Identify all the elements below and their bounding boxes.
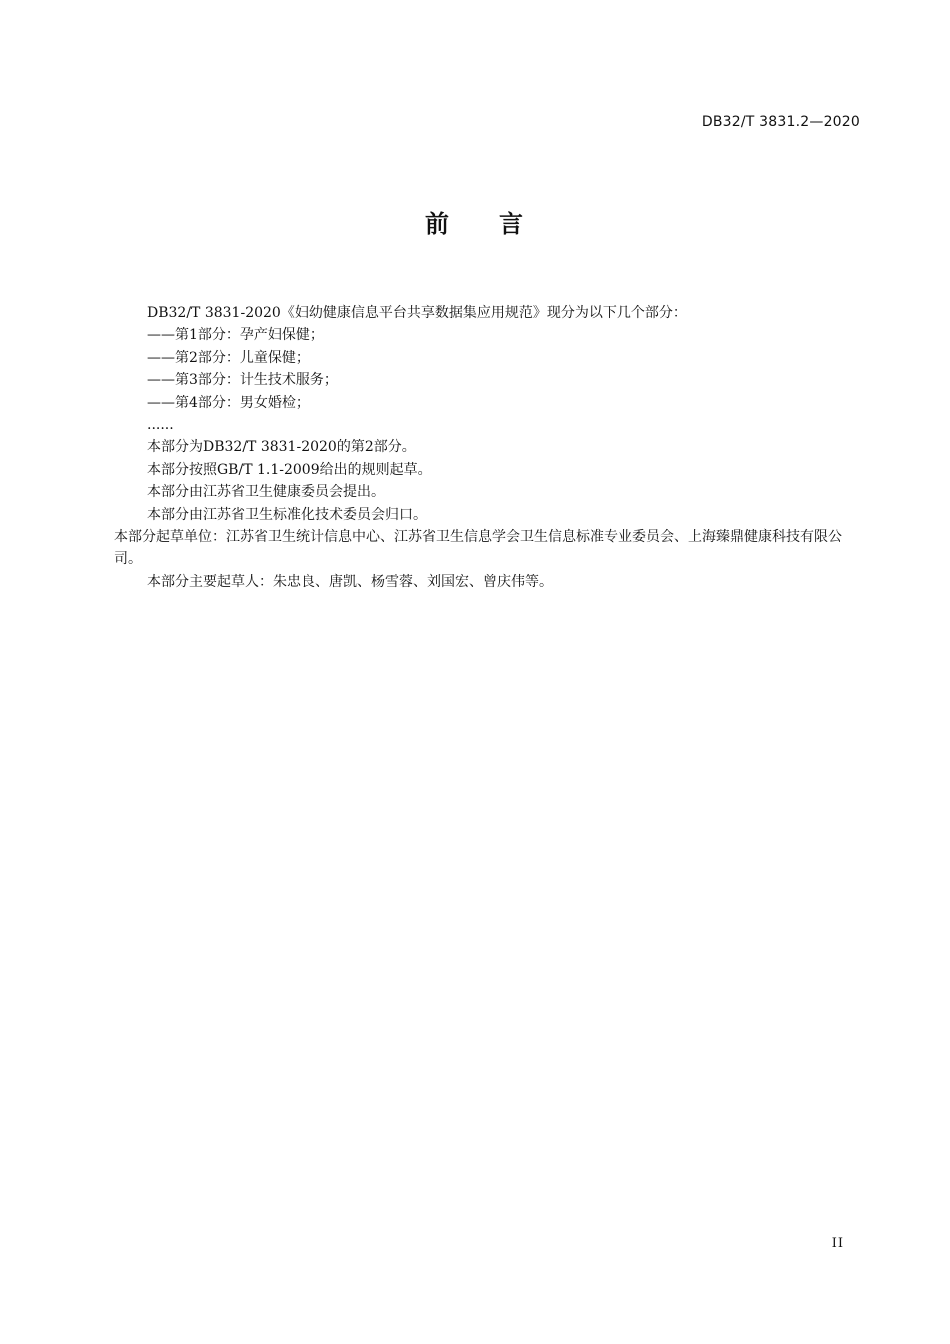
page-number: II	[831, 1236, 844, 1251]
section-title	[0, 204, 950, 239]
list-item-part-2: ——第2部分：儿童保健；	[147, 349, 310, 366]
title-char-2: 言	[499, 210, 525, 238]
paragraph-intro: DB32/T 3831-2020《妇幼健康信息平台共享数据集应用规范》现分为以下几个部分：	[147, 305, 687, 321]
list-item-part-1: ——第1部分：孕产妇保健；	[147, 327, 324, 344]
foreword-body	[114, 302, 862, 593]
paragraph-part-statement: 本部分为DB32/T 3831-2020的第2部分。	[147, 439, 416, 456]
title-char-1: 前	[425, 210, 451, 238]
list-item-part-3: ——第3部分：计生技术服务；	[147, 372, 338, 389]
paragraph-committee: 本部分由江苏省卫生标准化技术委员会归口。	[147, 506, 427, 523]
paragraph-proposer: 本部分由江苏省卫生健康委员会提出。	[147, 484, 385, 501]
document-code: DB32/T 3831.2—2020	[701, 114, 860, 130]
list-item-part-4: ——第4部分：男女婚检；	[147, 394, 310, 411]
paragraph-drafters: 本部分主要起草人：朱忠良、唐凯、杨雪蓉、刘国宏、曾庆伟等。	[147, 573, 553, 590]
paragraph-drafting-units: 本部分起草单位：江苏省卫生统计信息中心、江苏省卫生信息学会卫生信息标准专业委员会、上海臻鼎健康科技有限公司。	[114, 529, 842, 568]
list-ellipsis: ......	[147, 417, 174, 434]
paragraph-drafting-rules: 本部分按照GB/T 1.1-2009给出的规则起草。	[147, 461, 432, 478]
